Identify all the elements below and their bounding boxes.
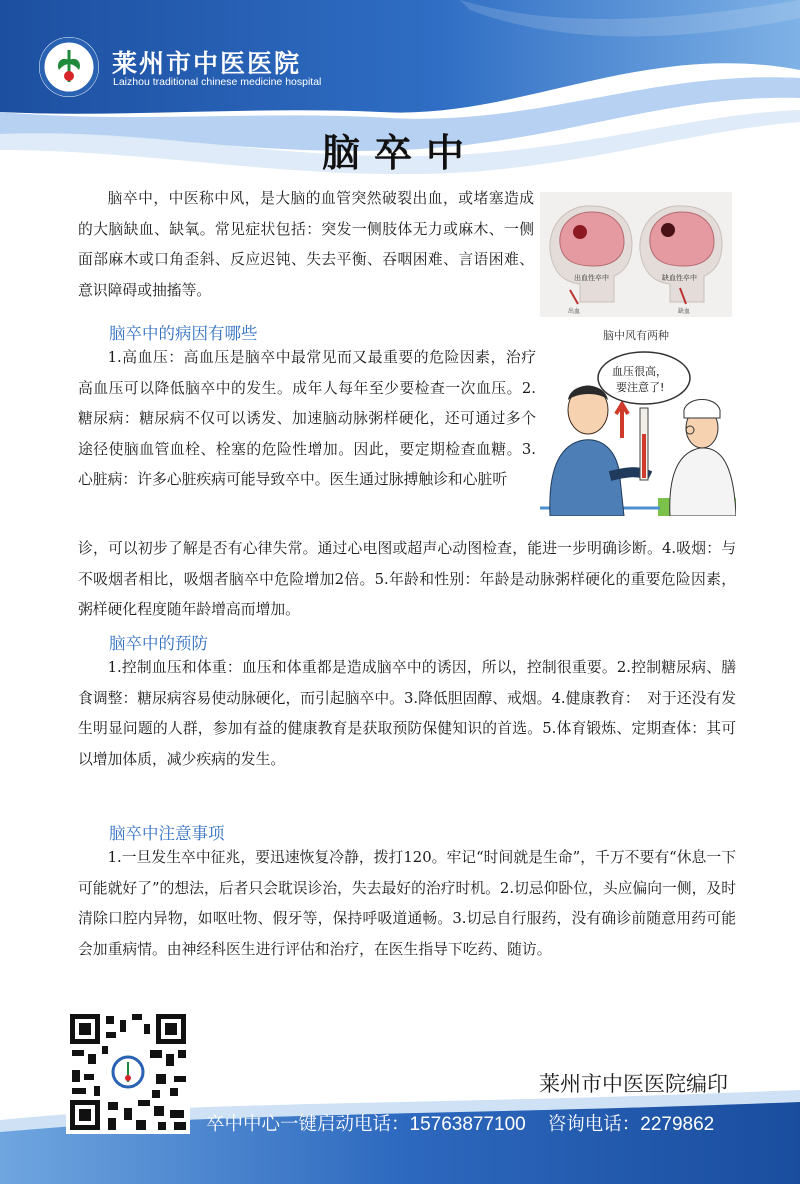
section-heading-precautions: 脑卒中注意事项 — [109, 824, 225, 843]
brain-stroke-figure — [540, 192, 732, 317]
hospital-name-cn: 莱州市中医医院 — [112, 49, 302, 78]
consult-label: 咨询电话： — [547, 1114, 641, 1135]
doctor-blood-pressure-cartoon — [540, 348, 736, 516]
section-heading-prevention: 脑卒中的预防 — [109, 634, 208, 653]
hotline-label: 卒中中心一键启动电话： — [206, 1114, 410, 1135]
brain-label-right: 缺血性卒中 — [662, 274, 697, 282]
hotline-number[interactable]: 15763877100 — [409, 1114, 526, 1135]
hospital-logo-icon — [38, 36, 100, 98]
editor-credit: 莱州市中医医院编印 — [539, 1072, 728, 1096]
brain-sub-right: 缺血 — [678, 308, 691, 315]
bubble-line-2: 要注意了! — [616, 381, 665, 394]
causes-paragraph-part1: 1.高血压：高血压是脑卒中最常见而又最重要的危险因素，治疗高血压可以降低脑卒中的发生。成年人每年至少要检查一次血压。2.糖尿病：糖尿病不仅可以诱发、加速脑动脉粥样硬化，还可通过多个途径使脑血管血栓、栓塞的危险性增加。因此，要定期检查血糖。3.心脏病：许多心脏疾病可能导致卒中。医生通过脉搏触诊和心脏听 — [78, 349, 536, 488]
intro-paragraph: 脑卒中，中医称中风，是大脑的血管突然破裂出血，或堵塞造成的大脑缺血、缺氧。常见症状包括：突发一侧肢体无力或麻木、一侧面部麻木或口角歪斜、反应迟钝、失去平衡、吞咽困难、言语困难、意识障碍或抽搐等。 — [78, 190, 534, 299]
brain-label-left: 出血性卒中 — [574, 274, 609, 282]
prevention-paragraph: 1.控制血压和体重：血压和体重都是造成脑卒中的诱因，所以，控制很重要。2.控制糖尿病、膳食调整：糖尿病容易使动脉硬化，而引起脑卒中。3.降低胆固醇、戒烟。4.健康教育： 对于还没有发生明显问题的人群，参加有益的健康教育是获取预防保健知识的首选。5.体育锻炼、定期查体：其可以增加体质，减少疾病的发生。 — [78, 659, 736, 768]
qr-code-icon[interactable] — [66, 1010, 190, 1134]
causes-paragraph-part2: 诊，可以初步了解是否有心律失常。通过心电图或超声心动图检查，能进一步明确诊断。4.吸烟：与不吸烟者相比，吸烟者脑卒中危险增加2倍。5.年龄和性别：年龄是动脉粥样硬化的重要危险因素，粥样硬化程度随年龄增高而增加。 — [78, 540, 736, 618]
brain-figure-caption: 脑中风有两种 — [603, 329, 669, 342]
hospital-name-en: Laizhou traditional chinese medicine hospital — [113, 76, 322, 88]
brain-sub-left: 出血 — [568, 308, 581, 315]
section-heading-causes: 脑卒中的病因有哪些 — [109, 324, 258, 343]
page-title: 脑卒中 — [321, 131, 478, 175]
consult-number[interactable]: 2279862 — [640, 1114, 715, 1135]
phone-line — [206, 1110, 714, 1136]
precautions-paragraph: 1.一旦发生卒中征兆，要迅速恢复冷静，拨打120。牢记“时间就是生命”，千万不要有“休息一下可能就好了”的想法，后者只会耽误诊治，失去最好的治疗时机。2.切忌仰卧位，头应偏向一侧，及时清除口腔内异物，如呕吐物、假牙等，保持呼吸道通畅。3.切忌自行服药，没有确诊前随意用药可能会加重病情。由神经科医生进行评估和治疗，在医生指导下吃药、随访。 — [78, 849, 736, 958]
bubble-line-1: 血压很高， — [612, 365, 667, 378]
